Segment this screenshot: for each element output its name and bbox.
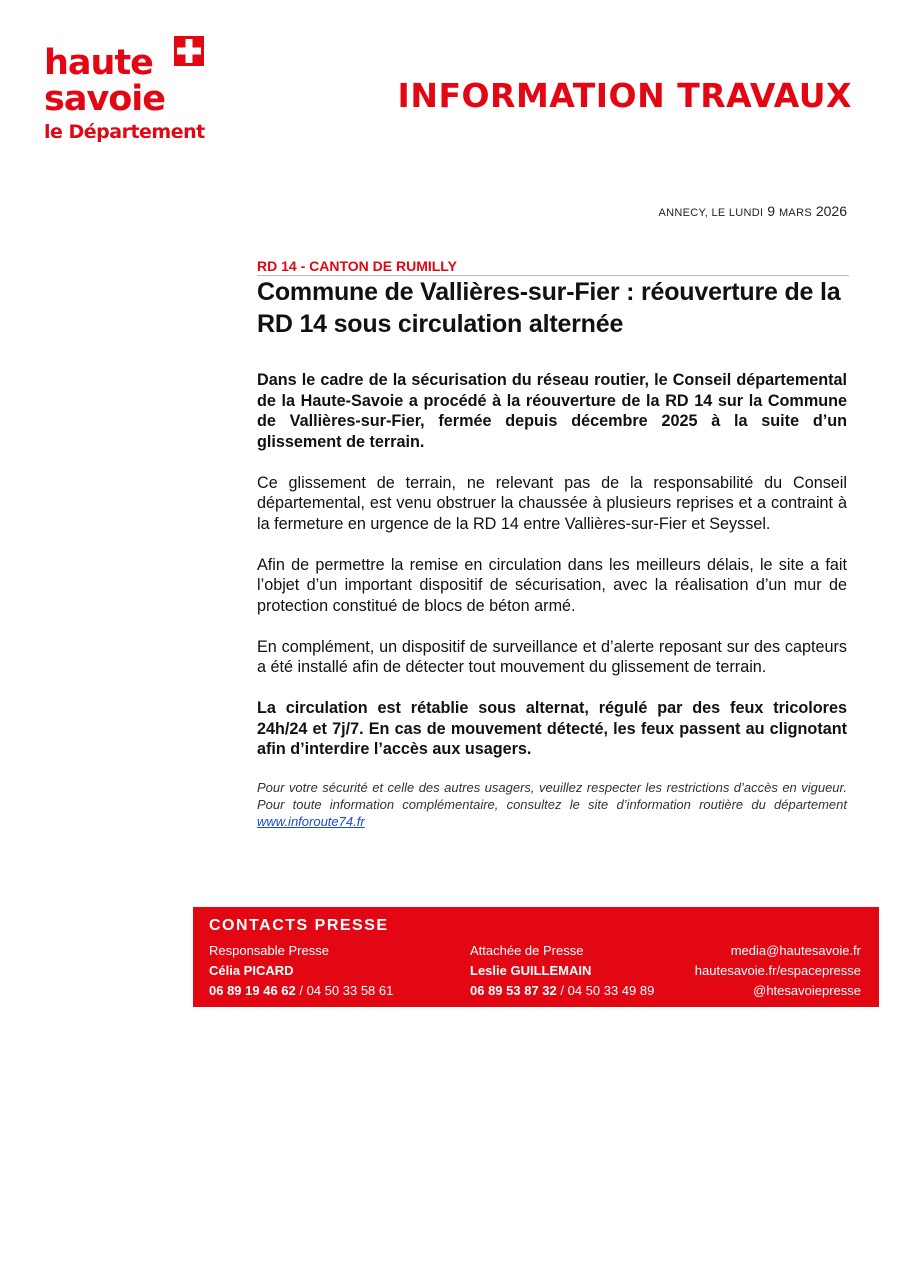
logo-line-1: haute xyxy=(44,43,153,83)
press-attache-name: Leslie GUILLEMAIN xyxy=(470,963,592,978)
press-attache-role: Attachée de Presse xyxy=(470,943,584,958)
page-title: INFORMATION TRAVAUX xyxy=(397,76,852,115)
press-officer-name: Célia PICARD xyxy=(209,963,294,978)
safety-note-text: Pour votre sécurité et celle des autres usagers, veuillez respecter les restrictions d’accès en vigueur. Pour toute information complémentaire, consultez le site d’information routière du département xyxy=(257,780,847,812)
paragraph-4: La circulation est rétablie sous alternat, régulé par des feux tricolores 24h/24 et 7j/7. En cas de mouvement détecté, les feux passent au clignotant afin d’interdire l’accès aux usagers. xyxy=(257,699,847,758)
lead-paragraph: Dans le cadre de la sécurisation du réseau routier, le Conseil départemental de la Haute-Savoie a procédé à la réouverture de la RD 14 sur la Commune de Vallières-sur-Fier, fermée depuis décembre 2025 à la suite d’un glissement de terrain. xyxy=(257,371,847,451)
press-officer-contact xyxy=(209,941,393,1001)
paragraph-1: Ce glissement de terrain, ne relevant pas de la responsabilité du Conseil départemental, est venu obstruer la chaussée à plusieurs reprises et a contraint à la fermeture en urgence de la RD 14 entre Vallières-sur-Fier et Seyssel. xyxy=(257,473,847,533)
date-year: 2026 xyxy=(815,203,847,219)
date-day: 9 xyxy=(767,203,776,219)
press-social[interactable]: @htesavoiepresse xyxy=(753,983,861,998)
press-officer-phone[interactable]: / 04 50 33 58 61 xyxy=(299,983,394,998)
logo-line-2: savoie xyxy=(44,79,166,119)
press-website[interactable]: hautesavoie.fr/espacepresse xyxy=(694,963,861,978)
press-attache-phone[interactable]: / 04 50 33 49 89 xyxy=(556,983,655,998)
date-month: MARS xyxy=(778,207,812,219)
article-headline: Commune de Vallières-sur-Fier : réouverture de la RD 14 sous circulation alternée xyxy=(257,278,841,338)
press-attache-phones xyxy=(470,981,654,1001)
article-body xyxy=(257,370,847,851)
paragraph-3: En complément, un dispositif de surveillance et d’alerte reposant sur des capteurs a été installé afin de détecter tout mouvement du glissement de terrain. xyxy=(257,637,847,676)
article-kicker: RD 14 - CANTON DE RUMILLY xyxy=(257,258,849,276)
press-officer-phones xyxy=(209,981,393,1001)
safety-note xyxy=(257,779,847,830)
press-contacts-banner xyxy=(193,907,879,1007)
logo-line-3: le Département xyxy=(44,121,205,143)
contacts-title: CONTACTS PRESSE xyxy=(209,917,389,934)
press-officer-mobile[interactable]: 06 89 19 46 62 xyxy=(209,983,296,998)
date-line xyxy=(659,203,847,219)
date-prefix: ANNECY, LE LUNDI xyxy=(658,207,764,219)
press-attache-contact xyxy=(470,941,654,1001)
press-officer-role: Responsable Presse xyxy=(209,943,329,958)
inforoute-link[interactable]: www.inforoute74.fr xyxy=(257,814,365,829)
haute-savoie-logo xyxy=(44,36,214,151)
press-attache-mobile[interactable]: 06 89 53 87 32 xyxy=(470,983,557,998)
press-email[interactable]: media@hautesavoie.fr xyxy=(730,943,861,958)
paragraph-2: Afin de permettre la remise en circulation dans les meilleurs délais, le site a fait l’objet d’un important dispositif de sécurisation, avec la réalisation d’un mur de protection constitué de blocs de béton armé. xyxy=(257,555,847,615)
savoie-cross-icon xyxy=(174,36,204,66)
press-general-contact xyxy=(695,941,861,1001)
